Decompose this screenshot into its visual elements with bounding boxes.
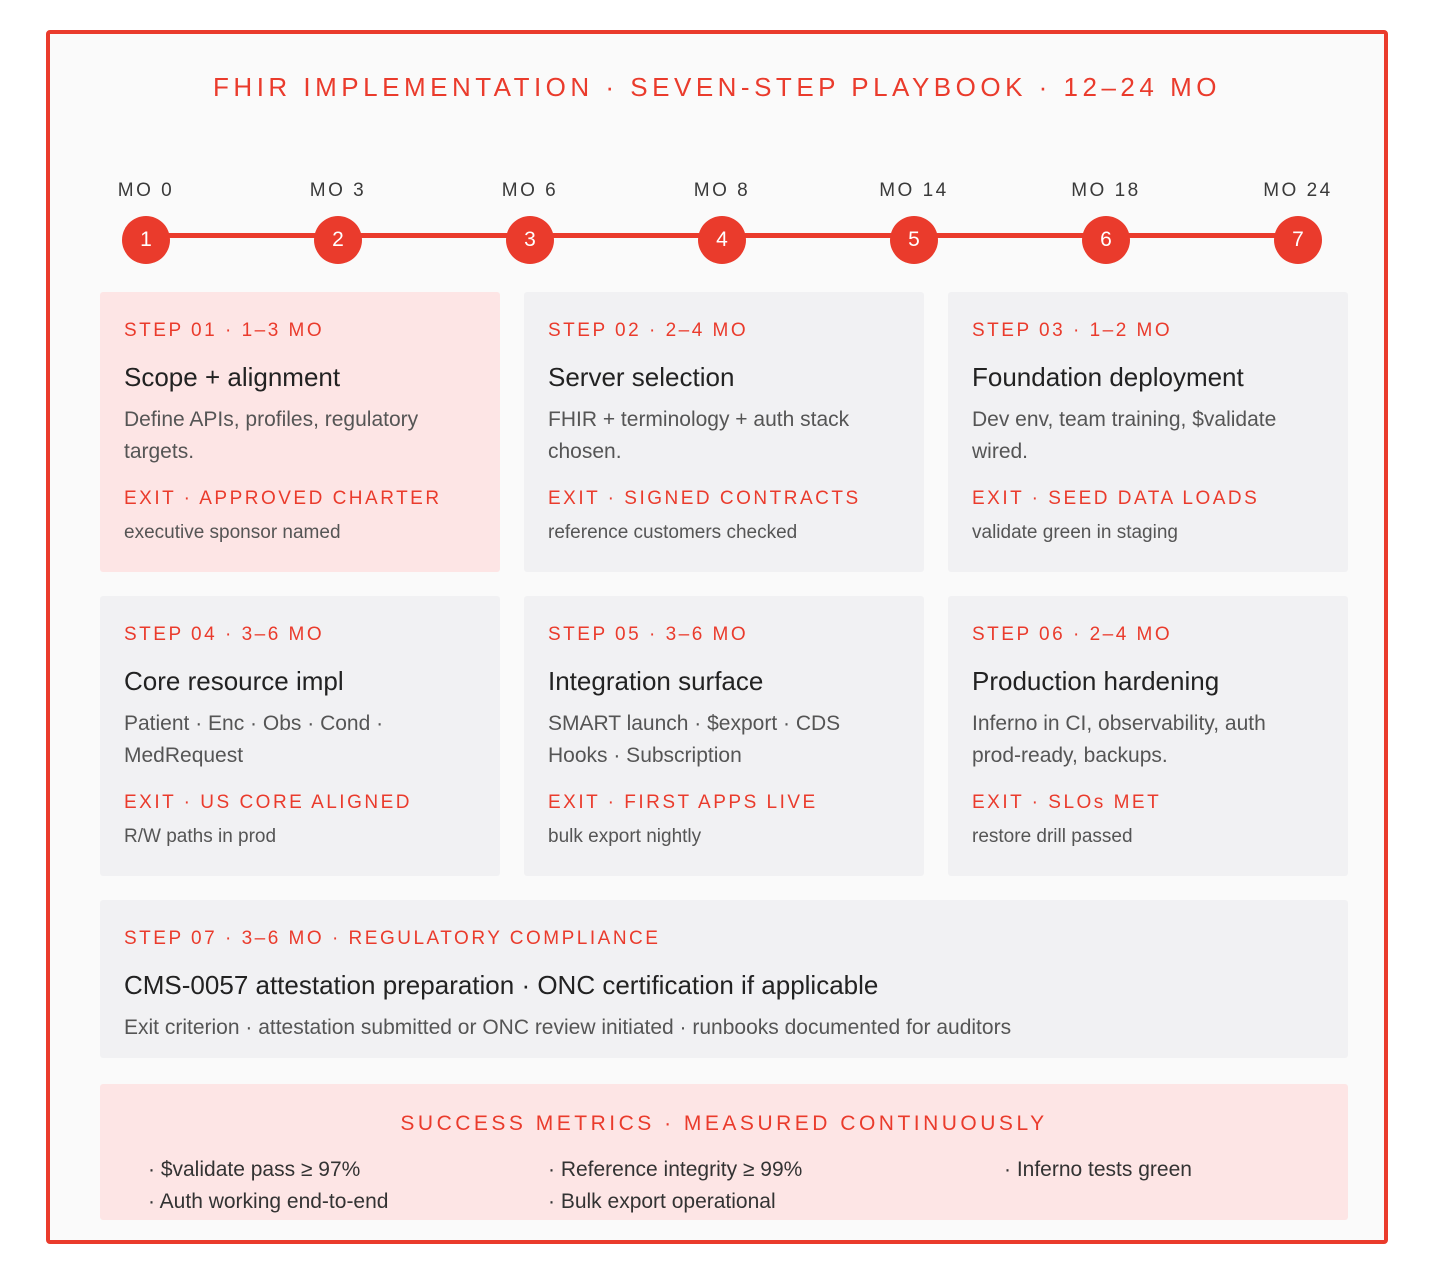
step-title: Scope + alignment [124,362,341,392]
timeline-month-label: MO 6 [501,180,559,201]
step-description: Dev env, team training, $validate wired. [972,408,1277,463]
step-description: FHIR + terminology + auth stack chosen. [548,408,850,463]
step-card [100,292,500,572]
exit-criterion: EXIT · SLOs MET [972,792,1162,813]
metric-item: · Auth working end-to-end [148,1190,389,1213]
page-title: FHIR IMPLEMENTATION · SEVEN-STEP PLAYBOOK · 12–24 MO [213,72,1221,102]
step-label: STEP 01 · 1–3 MO [124,320,325,341]
metrics-column [1004,1154,1192,1186]
timeline-step-marker: 5 [890,216,938,264]
timeline-step-marker: 6 [1082,216,1130,264]
metric-item: · Reference integrity ≥ 99% [548,1158,803,1181]
step-card-wide [100,900,1348,1058]
step-card [948,292,1348,572]
timeline-step-marker: 1 [122,216,170,264]
exit-criterion: EXIT · SEED DATA LOADS [972,488,1260,509]
exit-criterion: EXIT · SIGNED CONTRACTS [548,488,861,509]
timeline-step-marker: 4 [698,216,746,264]
step-title: Production hardening [972,666,1220,696]
step-label: STEP 06 · 2–4 MO [972,624,1173,645]
step-description: Define APIs, profiles, regulatory targets. [124,408,419,463]
exit-note: reference customers checked [548,522,798,543]
exit-note: R/W paths in prod [124,826,277,847]
exit-criterion: EXIT · APPROVED CHARTER [124,488,442,509]
timeline-month-label: MO 0 [117,180,175,201]
timeline-month-label: MO 3 [309,180,367,201]
timeline-month-label: MO 24 [1263,180,1333,201]
exit-criterion: EXIT · US CORE ALIGNED [124,792,412,813]
exit-note: restore drill passed [972,826,1133,847]
metric-item: · Inferno tests green [1004,1158,1192,1181]
step-description: Patient · Enc · Obs · Cond · MedRequest [124,712,384,767]
step-label: STEP 07 · 3–6 MO · REGULATORY COMPLIANCE [124,928,661,949]
metrics-title: SUCCESS METRICS · MEASURED CONTINUOUSLY [400,1112,1048,1135]
step-label: STEP 04 · 3–6 MO [124,624,325,645]
step-description: SMART launch · $export · CDS Hooks · Subscription [548,712,841,767]
step-card [524,292,924,572]
step-description: Inferno in CI, observability, auth prod-ready, backups. [972,712,1266,767]
timeline-step-marker: 2 [314,216,362,264]
step-label: STEP 02 · 2–4 MO [548,320,749,341]
exit-note: validate green in staging [972,522,1178,543]
exit-note: executive sponsor named [124,522,341,543]
timeline-month-label: MO 14 [879,180,949,201]
exit-criterion: EXIT · FIRST APPS LIVE [548,792,818,813]
step-card [100,596,500,876]
timeline-month-label: MO 8 [693,180,751,201]
step-title: Server selection [548,362,735,392]
metrics-column [148,1154,388,1218]
step-title: Core resource impl [124,666,344,696]
exit-note: bulk export nightly [548,826,702,847]
success-metrics-panel [100,1084,1348,1220]
step-card [948,596,1348,876]
timeline-step-marker: 7 [1274,216,1322,264]
timeline-month-label: MO 18 [1071,180,1141,201]
step-title: Foundation deployment [972,362,1244,392]
metric-item: · Bulk export operational [548,1190,776,1213]
step-card [524,596,924,876]
step-title: Integration surface [548,666,764,696]
step-title: CMS-0057 attestation preparation · ONC certification if applicable [124,970,879,1000]
metric-item: · $validate pass ≥ 97% [148,1158,361,1181]
playbook-frame [46,30,1388,1244]
step-label: STEP 05 · 3–6 MO [548,624,749,645]
metrics-column [548,1154,802,1218]
step-label: STEP 03 · 1–2 MO [972,320,1173,341]
timeline-step-marker: 3 [506,216,554,264]
step-description: Exit criterion · attestation submitted or ONC review initiated · runbooks documented for auditors [124,1016,1012,1039]
